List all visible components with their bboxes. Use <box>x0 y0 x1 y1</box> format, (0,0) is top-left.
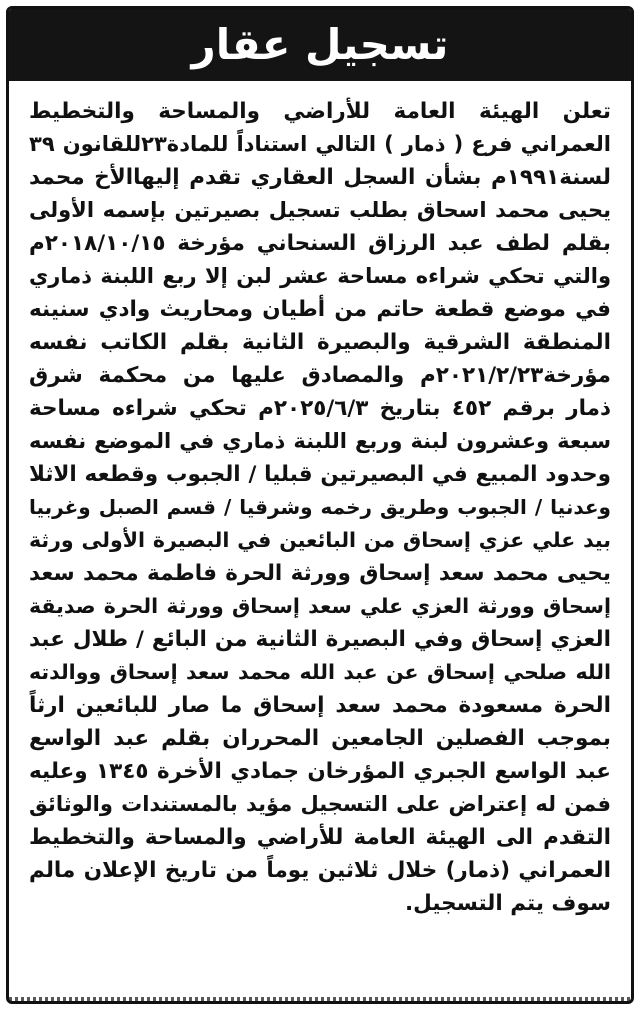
notice-line: مؤرخة٢٠٢١/٢/٢٣م والمصادق عليها من محكمة شرق <box>29 363 611 388</box>
notice-line: الله صلحي إسحاق عن عبد الله محمد سعد إسحاق ووالدته <box>29 660 611 684</box>
notice-line: وعدنيا / الجبوب وطريق رخمه وشرقيا / قسم الصبل وغربيا <box>29 495 611 519</box>
notice-line: بقلم لطف عبد الرزاق السنحاني مؤرخة ٢٠١٨/١٠/١٥م <box>29 231 611 256</box>
notice-line: بيد علي عزي إسحاق من البائعين في البصيرة الأولى ورثة <box>29 528 611 552</box>
notice-line: يحيى محمد سعد إسحاق وورثة الحرة فاطمة محمد سعد <box>29 561 611 586</box>
notice-line: التقدم الى الهيئة العامة للأراضي والمساحة والتخطيط <box>29 825 611 850</box>
notice-line: العمراني (ذمار) خلال ثلاثين يوماً من تاريخ الإعلان مالم <box>29 858 611 883</box>
notice-line: بموجب الفصلين الجامعين المحرران بقلم عبد الواسع <box>29 726 611 751</box>
notice-line: سبعة وعشرون لبنة وربع اللبنة ذماري في الموضع نفسه <box>29 429 611 453</box>
notice-line: يحيى محمد اسحاق بطلب تسجيل بصيرتين بإسمه الأولى <box>29 198 611 222</box>
notice-frame <box>6 6 634 1004</box>
notice-line: المنطقة الشرقية والبصيرة الثانية بقلم الكاتب نفسه <box>29 330 611 355</box>
notice-line: العمراني فرع ( ذمار ) التالي استناداً للمادة٢٣للقانون ٣٩ <box>29 132 611 156</box>
notice-line: وحدود المبيع في البصيرتين قبليا / الجبوب وقطعه الاثلا <box>29 462 611 487</box>
notice-line: ذمار برقم ٤٥٢ بتاريخ ٢٠٢٥/٦/٣م تحكي شراءه مساحة <box>29 396 611 421</box>
notice-line-last: سوف يتم التسجيل. <box>404 891 611 916</box>
notice-line: لسنة١٩٩١م بشأن السجل العقاري تقدم إليهاالأخ محمد <box>29 165 611 190</box>
notice-title: تسجيل عقار <box>191 20 449 69</box>
notice-line: عبد الواسع الجبري المؤرخان جمادي الأخرة ١٣٤٥ وعليه <box>29 759 611 784</box>
notice-line: إسحاق وورثة العزي علي سعد إسحاق وورثة الحرة صديقة <box>29 594 611 618</box>
notice-line: في موضع قطعة حاتم من أطيان ومحاريث وادي سنينه <box>29 297 611 322</box>
bottom-border-strip <box>9 997 631 1001</box>
notice-line: العزي إسحاق وفي البصيرة الثانية من البائع / طلال عبد <box>29 627 611 652</box>
notice-line: تعلن الهيئة العامة للأراضي والمساحة والتخطيط <box>29 99 611 124</box>
notice-line: فمن له إعتراض على التسجيل مؤيد بالمستندات والوثائق <box>29 792 611 816</box>
title-bar <box>9 9 631 81</box>
notice-body <box>9 81 631 920</box>
notice-line: والتي تحكي شراءه مساحة عشر لبن إلا ربع اللبنة ذماري <box>29 264 611 288</box>
notice-line: الحرة مسعودة محمد سعد إسحاق ما صار للبائعين ارثاً <box>29 693 611 718</box>
